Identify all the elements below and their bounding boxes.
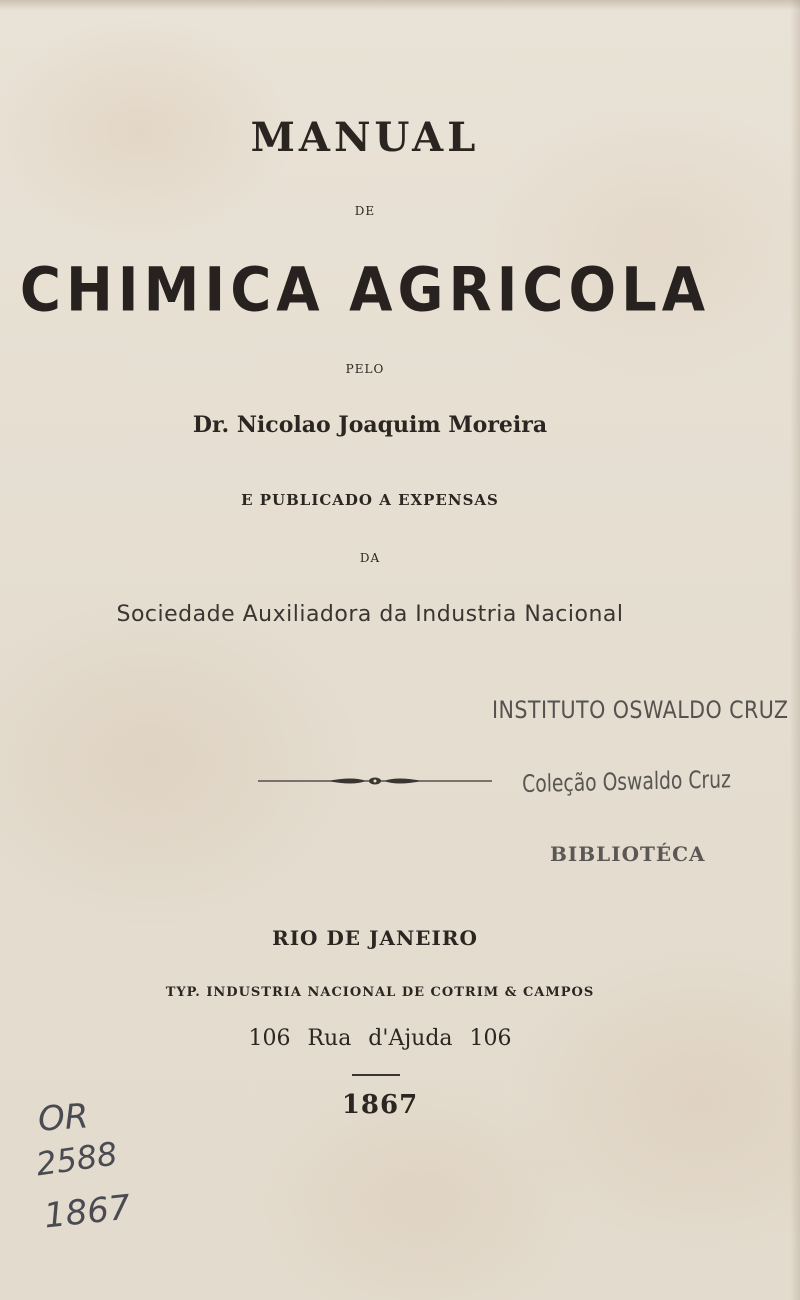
imprint-printer: TYP. INDUSTRIA NACIONAL DE COTRIM & CAMPOS bbox=[165, 985, 595, 1000]
ornament-divider bbox=[258, 772, 492, 790]
year-rule bbox=[352, 1074, 400, 1076]
handwritten-year: 1867 bbox=[42, 1187, 133, 1237]
connector-de: DE bbox=[354, 204, 376, 218]
connector-pelo: PELO bbox=[345, 362, 385, 376]
handwritten-shelfmark-prefix: OR bbox=[36, 1096, 90, 1140]
connector-da: DA bbox=[359, 551, 381, 565]
library-stamp-institution: INSTITUTO OSWALDO CRUZ bbox=[492, 696, 789, 724]
book-title-manual: MANUAL bbox=[250, 114, 480, 161]
imprint-year: 1867 bbox=[341, 1090, 419, 1120]
published-line: E PUBLICADO A EXPENSAS bbox=[241, 491, 499, 509]
society-name: Sociedade Auxiliadora da Industria Nacional bbox=[116, 602, 624, 627]
handwritten-shelfmark-number: 2588 bbox=[33, 1134, 120, 1184]
book-title-main: CHIMICA AGRICOLA bbox=[19, 255, 711, 326]
library-stamp-collection: Coleção Oswaldo Cruz bbox=[522, 765, 731, 798]
author-name: Dr. Nicolao Joaquim Moreira bbox=[192, 412, 548, 438]
imprint-address: 106 Rua d'Ajuda 106 bbox=[248, 1026, 512, 1051]
library-stamp-library: BIBLIOTÉCA bbox=[550, 842, 706, 866]
imprint-city: RIO DE JANEIRO bbox=[272, 926, 478, 950]
